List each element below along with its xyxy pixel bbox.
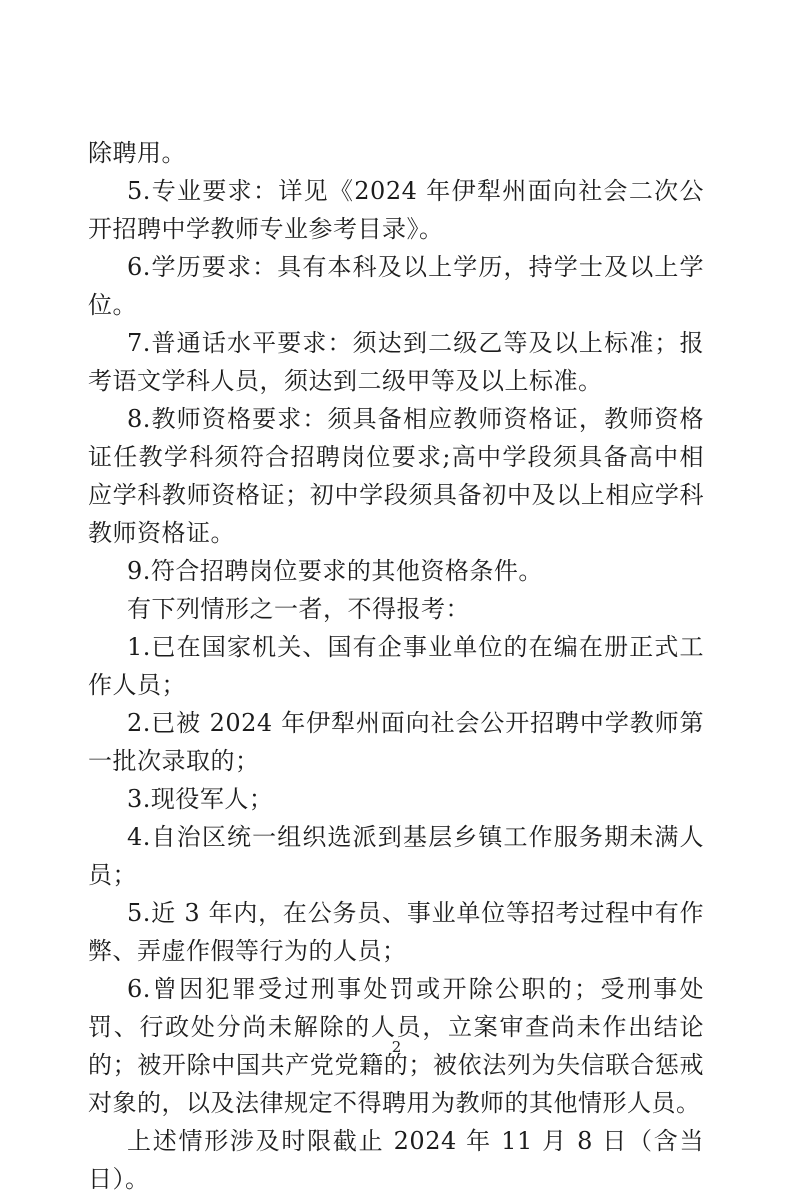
paragraph: 5.专业要求：详见《2024 年伊犁州面向社会二次公开招聘中学教师专业参考目录》。 [88,177,704,243]
paragraph: 7.普通话水平要求：须达到二级乙等及以上标准；报考语文学科人员，须达到二级甲等及以上标准。 [88,329,704,395]
paragraph: 6.学历要求：具有本科及以上学历，持学士及以上学位。 [88,253,704,319]
page-number: 2 [391,1038,402,1056]
paragraph: 6.曾因犯罪受过刑事处罚或开除公职的；受刑事处罚、行政处分尚未解除的人员，立案审查尚未作出结论的；被开除中国共产党党籍的；被依法列为失信联合惩戒对象的，以及法律规定不得聘用为教师的其他情形人员。 [88,975,704,1117]
paragraph: 有下列情形之一者，不得报考： [127,595,470,623]
paragraph: 4.自治区统一组织选派到基层乡镇工作服务期未满人员； [88,823,704,889]
paragraph: 5.近 3 年内，在公务员、事业单位等招考过程中有作弊、弄虚作假等行为的人员； [88,899,704,965]
paragraph: 除聘用。 [88,139,186,167]
paragraph: 1.已在国家机关、国有企事业单位的在编在册正式工作人员； [88,633,704,699]
paragraph: 9.符合招聘岗位要求的其他资格条件。 [127,557,543,585]
paragraph: 上述情形涉及时限截止 2024 年 11 月 8 日（含当日）。 [88,1127,704,1193]
paragraph: 8.教师资格要求：须具备相应教师资格证，教师资格证任教学科须符合招聘岗位要求;高中学段须具备高中相应学科教师资格证；初中学段须具备初中及以上相应学科教师资格证。 [88,405,704,547]
paragraph: 3.现役军人； [127,785,274,813]
paragraph: 2.已被 2024 年伊犁州面向社会公开招聘中学教师第一批次录取的； [88,709,704,775]
